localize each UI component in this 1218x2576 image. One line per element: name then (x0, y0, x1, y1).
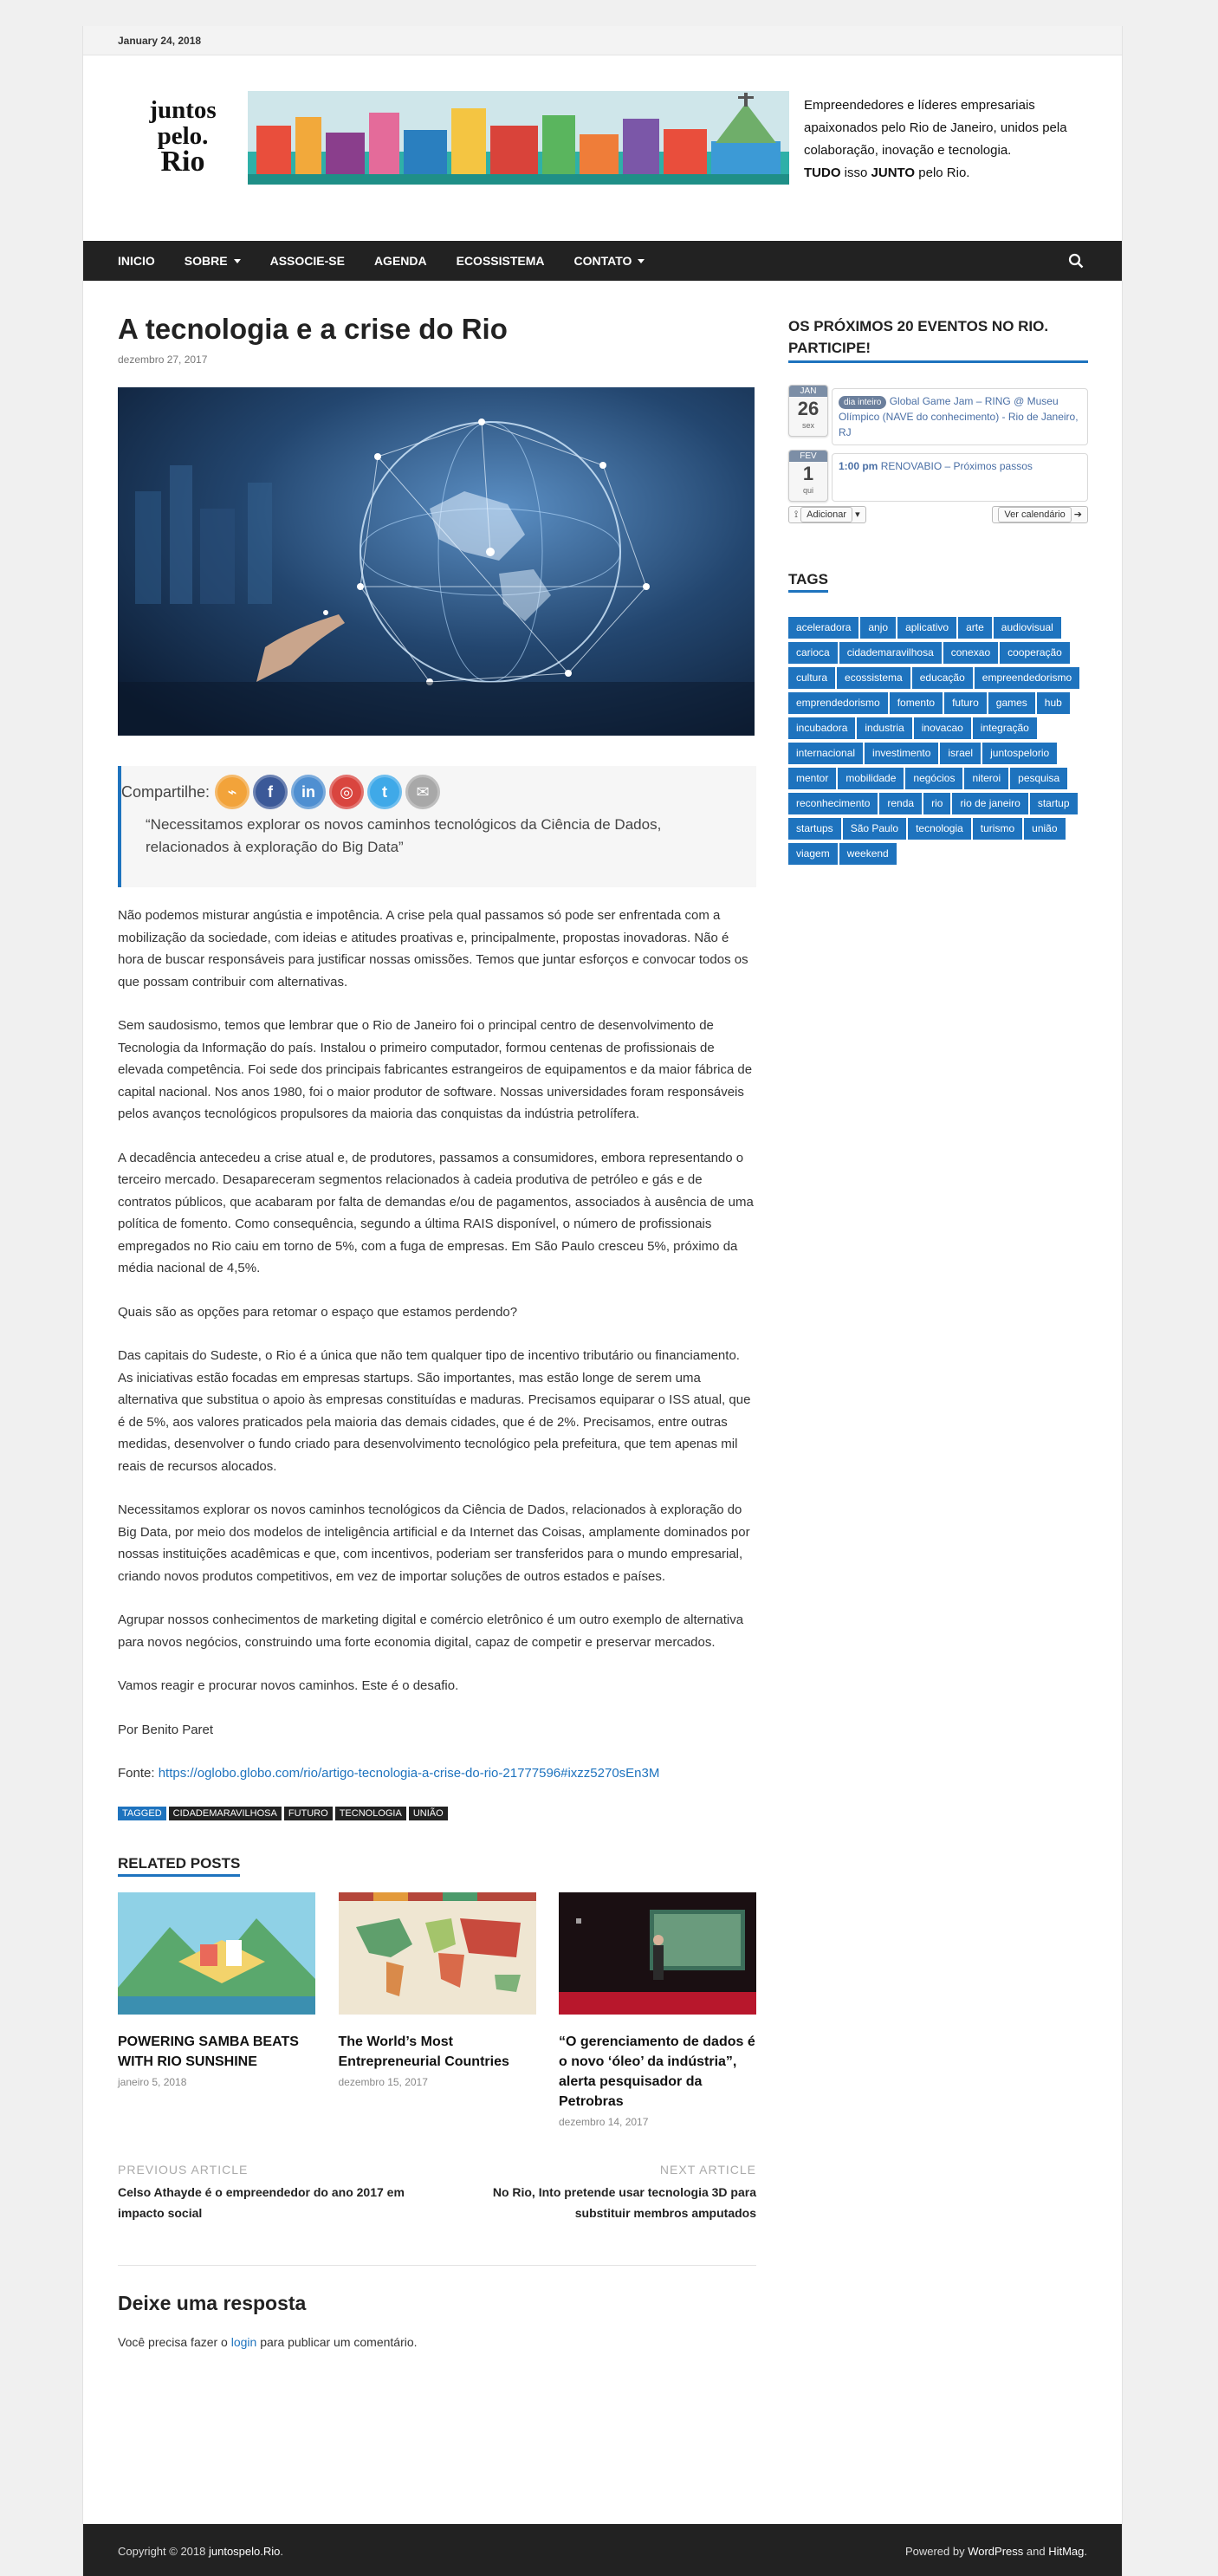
tag-link[interactable]: incubadora (788, 717, 855, 739)
tag-link[interactable]: industria (857, 717, 911, 739)
tag-link[interactable]: startup (1030, 793, 1078, 814)
post-tag[interactable]: FUTURO (284, 1807, 333, 1820)
tag-link[interactable]: cooperação (1000, 642, 1070, 664)
chevron-down-icon (234, 259, 241, 263)
wordpress-link[interactable]: WordPress (968, 2545, 1024, 2558)
site-header (83, 55, 1122, 241)
post-navigation (118, 2163, 756, 2266)
post-tag[interactable]: UNIÃO (409, 1807, 448, 1820)
event-date (788, 385, 828, 437)
event-month: JAN (789, 386, 827, 397)
tag-link[interactable]: startups (788, 818, 841, 840)
tag-link[interactable]: carioca (788, 642, 838, 664)
logo-line-1: juntos (149, 96, 217, 124)
site-footer (83, 2524, 1122, 2576)
tag-link[interactable]: rio de janeiro (952, 793, 1027, 814)
tag-link[interactable]: união (1024, 818, 1065, 840)
event-weekday: sex (801, 421, 814, 430)
paragraph: Quais são as opções para retomar o espaço que estamos perdendo? (118, 1304, 518, 1320)
tag-link[interactable]: audiovisual (994, 617, 1061, 639)
previous-article-label: PREVIOUS ARTICLE (118, 2162, 249, 2177)
tag-link[interactable]: emprendedorismo (788, 692, 888, 714)
event-item[interactable] (788, 450, 1088, 502)
search-icon[interactable] (1068, 253, 1084, 269)
paragraph: Sem saudosismo, temos que lembrar que o Rio de Janeiro foi o principal centro de desenvolvimento de Tecnologia da Informação do país. Instalou o primeiro computador, formou centenas de profissionais de elevada competência. Foi sede dos principais fabricantes estrangeiros de equipamentos e da maior fábrica de capital nacional. Nos anos 1980, foi o maior produtor de software. Nossas universidades foram responsáveis pelos avanços tecnológicos propulsores da maioria das conquistas da indústria petrolífera. (118, 1018, 753, 1121)
related-thumbnail[interactable] (118, 1892, 315, 2015)
tag-link[interactable]: aplicativo (897, 617, 956, 639)
tag-link[interactable]: aceleradora (788, 617, 858, 639)
share-and-pullquote (118, 766, 756, 887)
main-content (118, 312, 756, 2349)
banner-tagline (804, 94, 1098, 185)
paragraph: Das capitais do Sudeste, o Rio é a única que não tem qualquer tipo de incentivo tributário ou financiamento. As iniciativas estão focadas em empresas startups. São importantes, mas estão longe de serem uma alternativa que substitua o apoio às empresas constituídas e maduras. Precisamos equiparar o ISS atual, que é de 5%, aos valores praticados pela maioria das demais cidades, que é de 2%. Precisamos, entre outras medidas, desenvolver o fundo criado para desenvolvimento tecnológico pela prefeitura, que tem apenas mil reais de recursos alocados. (118, 1348, 751, 1474)
related-post[interactable] (559, 1892, 756, 2128)
calendar-actions (788, 506, 1088, 523)
event-card[interactable] (832, 453, 1088, 502)
next-article-title[interactable]: No Rio, Into pretende usar tecnologia 3D para substituir membros amputados (492, 2184, 756, 2220)
footer-copyright: Copyright © 2018 juntospelo.Rio. (118, 2545, 283, 2558)
tag-link[interactable]: weekend (839, 843, 897, 865)
tag-link[interactable]: fomento (890, 692, 943, 714)
nav-item-ecossistema[interactable]: ECOSSISTEMA (456, 254, 545, 268)
view-calendar-button[interactable]: Ver calendário ➔ (992, 506, 1088, 523)
email-icon[interactable]: ✉ (405, 775, 440, 809)
paragraph: Vamos reagir e procurar novos caminhos. Este é o desafio. (118, 1678, 459, 1693)
tag-link[interactable]: arte (958, 617, 992, 639)
current-date: January 24, 2018 (118, 35, 202, 47)
tag-link[interactable]: pesquisa (1010, 768, 1067, 789)
tag-link[interactable]: educação (912, 667, 973, 689)
next-article-label: NEXT ARTICLE (659, 2162, 756, 2177)
chevron-down-icon (638, 259, 645, 263)
tagline-text: Empreendedores e líderes empresariais apaixonados pelo Rio de Janeiro, unidos pela colaboração, inovação e tecnologia. (804, 98, 1067, 158)
event-all-day-badge: dia inteiro (839, 396, 886, 409)
tag-link[interactable]: viagem (788, 843, 838, 865)
share-bar (121, 775, 444, 809)
sidebar (788, 315, 1088, 868)
tagged-label: TAGGED (118, 1807, 166, 1820)
tag-link[interactable]: futuro (944, 692, 987, 714)
tag-link[interactable]: juntospelorio (982, 743, 1057, 764)
top-bar (83, 26, 1122, 55)
event-date (788, 450, 828, 502)
nav-item-contato[interactable]: CONTATO (574, 254, 645, 268)
nav-item-associe-se[interactable]: ASSOCIE-SE (269, 254, 345, 268)
related-post-title[interactable]: The World’s Most Entrepreneurial Countries (338, 2034, 509, 2069)
paragraph: Agrupar nossos conhecimentos de marketing digital e comércio eletrônico é um outro exemplo de alternativa para novos negócios, construindo uma forte economia digital, capaz de competir e preservar mercados. (118, 1612, 744, 1650)
paragraph: Necessitamos explorar os novos caminhos tecnológicos da Ciência de Dados, relacionados à exploração do Big Data, por meio dos modelos de inteligência artificial e da Internet das Coisas, amplamente dominados por nossas instituições acadêmicas e que, com incentivos, poderiam ser transferidos para o mundo empresarial, criando novos produtos competitivos, em vez de importar soluções de outros estados e países. (118, 1502, 750, 1584)
nav-item-agenda[interactable]: AGENDA (373, 254, 427, 268)
rio-skyline-banner (248, 91, 789, 185)
post-tag[interactable]: TECNOLOGIA (335, 1807, 406, 1820)
linkedin-icon[interactable]: in (291, 775, 326, 809)
reply-heading: Deixe uma resposta (118, 2291, 307, 2314)
tag-link[interactable]: reconhecimento (788, 793, 878, 814)
hitmag-link[interactable]: HitMag (1048, 2545, 1085, 2558)
featured-image (118, 387, 755, 736)
logo-line-3: Rio (160, 146, 205, 178)
twitter-icon[interactable]: t (367, 775, 402, 809)
tagline-junto: JUNTO (871, 165, 916, 180)
tag-link[interactable]: integração (973, 717, 1037, 739)
tag-link[interactable]: renda (879, 793, 922, 814)
share-label: Compartilhe: (121, 782, 211, 801)
event-month: FEV (789, 451, 827, 462)
tag-link[interactable]: rio (923, 793, 950, 814)
related-post-date: dezembro 15, 2017 (338, 2075, 428, 2088)
event-item[interactable] (788, 385, 1088, 445)
tag-link[interactable]: empreendedorismo (975, 667, 1079, 689)
tag-link[interactable]: hub (1037, 692, 1070, 714)
source-link[interactable]: https://oglobo.globo.com/rio/artigo-tecnologia-a-crise-do-rio-21777596#ixzz5270sEn3M (158, 1766, 660, 1781)
post-body (118, 905, 756, 1785)
event-time: 1:00 pm (839, 460, 878, 472)
footer-site-link[interactable]: juntospelo.Rio (208, 2545, 281, 2558)
related-post[interactable] (118, 1892, 315, 2128)
logo-line-2: pelo. (157, 122, 209, 150)
main-navigation (83, 241, 1122, 281)
rss-icon[interactable]: ⌁ (215, 775, 249, 809)
tag-link[interactable]: São Paulo (843, 818, 906, 840)
tag-link[interactable]: tecnologia (908, 818, 971, 840)
post-tag[interactable]: CIDADEMARAVILHOSA (169, 1807, 282, 1820)
related-post-date: janeiro 5, 2018 (118, 2075, 187, 2088)
previous-article[interactable] (118, 2163, 430, 2223)
source-paragraph (118, 1762, 756, 1785)
page-wrapper (82, 26, 1123, 2576)
events-list (788, 385, 1088, 502)
tagline-tudo: TUDO (804, 165, 841, 180)
login-link[interactable]: login (230, 2334, 257, 2349)
tag-link[interactable]: cidademaravilhosa (839, 642, 942, 664)
tag-link[interactable]: turismo (973, 818, 1022, 840)
events-heading: OS PRÓXIMOS 20 EVENTOS NO RIO. PARTICIPE! (788, 315, 1088, 363)
source-label: Fonte: (118, 1766, 159, 1781)
footer-credits: Powered by WordPress and HitMag. (904, 2545, 1087, 2558)
related-post[interactable] (339, 1892, 536, 2128)
nav-item-inicio[interactable]: INICIO (118, 254, 155, 268)
tag-link[interactable]: investimento (865, 743, 938, 764)
tag-link[interactable]: cultura (788, 667, 835, 689)
tag-link[interactable]: ecossistema (837, 667, 910, 689)
tags-heading: TAGS (788, 571, 828, 593)
tag-link[interactable]: mobilidade (838, 768, 904, 789)
event-weekday: qui (802, 486, 813, 495)
paragraph: Não podemos misturar angústia e impotência. A crise pela qual passamos só pode ser enfrentada com a mobilização da sociedade, com ideias e atitudes proativas e, principalmente, propostas inovadoras. Não é hora de buscar responsáveis para justificar nossas omissões. Temos que juntar esforços e convocar todos os que possam contribuir com alternativas. (118, 908, 748, 990)
previous-article-title[interactable]: Celso Athayde é o empreendedor do ano 2017 em impacto social (118, 2184, 405, 2220)
event-day: 1 (802, 463, 814, 484)
reply-notice: Você precisa fazer o login para publicar um comentário. (118, 2334, 418, 2349)
tag-link[interactable]: games (988, 692, 1035, 714)
add-calendar-button[interactable]: ⟟ Adicionar ▾ (788, 506, 866, 523)
post-tags (118, 1807, 756, 1820)
paragraph: A decadência antecedeu a crise atual e, de produtores, passamos a consumidores, embora representando o terceiro mercado. Desapareceram segmentos relacionados à cadeia produtiva de petróleo e gás e de contratos públicos, que acabaram por falta de demandas e/ou de pagamentos, associados à ausência de uma política de fomento. Como consequência, segundo a última RAIS disponível, o número de profissionais empregados no Rio caiu em torno de 5%, com a fuga de empresas. Em São Paulo cresceu 5%, próximo da média nacional de 4,5%. (118, 1150, 754, 1275)
related-thumbnail[interactable] (559, 1892, 756, 2015)
related-thumbnail[interactable] (339, 1892, 536, 2015)
tag-cloud (788, 617, 1088, 868)
tag-link[interactable]: niteroi (964, 768, 1008, 789)
related-posts-heading: RELATED POSTS (118, 1855, 240, 1877)
tag-link[interactable]: mentor (788, 768, 836, 789)
post-date[interactable]: dezembro 27, 2017 (118, 354, 208, 366)
event-day: 26 (797, 398, 820, 419)
tag-link[interactable]: anjo (860, 617, 896, 639)
site-logo[interactable] (135, 96, 230, 178)
event-card[interactable] (832, 388, 1088, 445)
tag-link[interactable]: negócios (905, 768, 962, 789)
next-article[interactable] (444, 2163, 756, 2223)
tag-link[interactable]: conexao (943, 642, 998, 664)
related-posts (118, 1892, 756, 2128)
tag-link[interactable]: israel (940, 743, 981, 764)
pull-quote: “Necessitamos explorar os novos caminhos tecnológicos da Ciência de Dados, relacionados à exploração do Big Data” (146, 816, 662, 855)
tag-link[interactable]: inovacao (914, 717, 971, 739)
paragraph: Por Benito Paret (118, 1722, 214, 1737)
related-post-title[interactable]: POWERING SAMBA BEATS WITH RIO SUNSHINE (118, 2034, 299, 2069)
tag-link[interactable]: internacional (788, 743, 863, 764)
instagram-icon[interactable]: ◎ (329, 775, 364, 809)
related-post-date: dezembro 14, 2017 (559, 2115, 649, 2128)
event-title[interactable]: Global Game Jam – RING @ Museu Olímpico (NAVE do conhecimento) - Rio de Janeiro, RJ (839, 395, 1079, 438)
facebook-icon[interactable]: f (253, 775, 288, 809)
tagline-isso: isso (840, 165, 871, 180)
tagline-pelo-rio: pelo Rio. (915, 165, 970, 180)
related-post-title[interactable]: “O gerenciamento de dados é o novo ‘óleo’ da indústria”, alerta pesquisador da Petrobras (559, 2034, 755, 2109)
post-title: A tecnologia e a crise do Rio (118, 313, 508, 345)
event-title[interactable]: RENOVABIO – Próximos passos (880, 460, 1033, 472)
nav-item-sobre[interactable]: SOBRE (185, 254, 241, 268)
